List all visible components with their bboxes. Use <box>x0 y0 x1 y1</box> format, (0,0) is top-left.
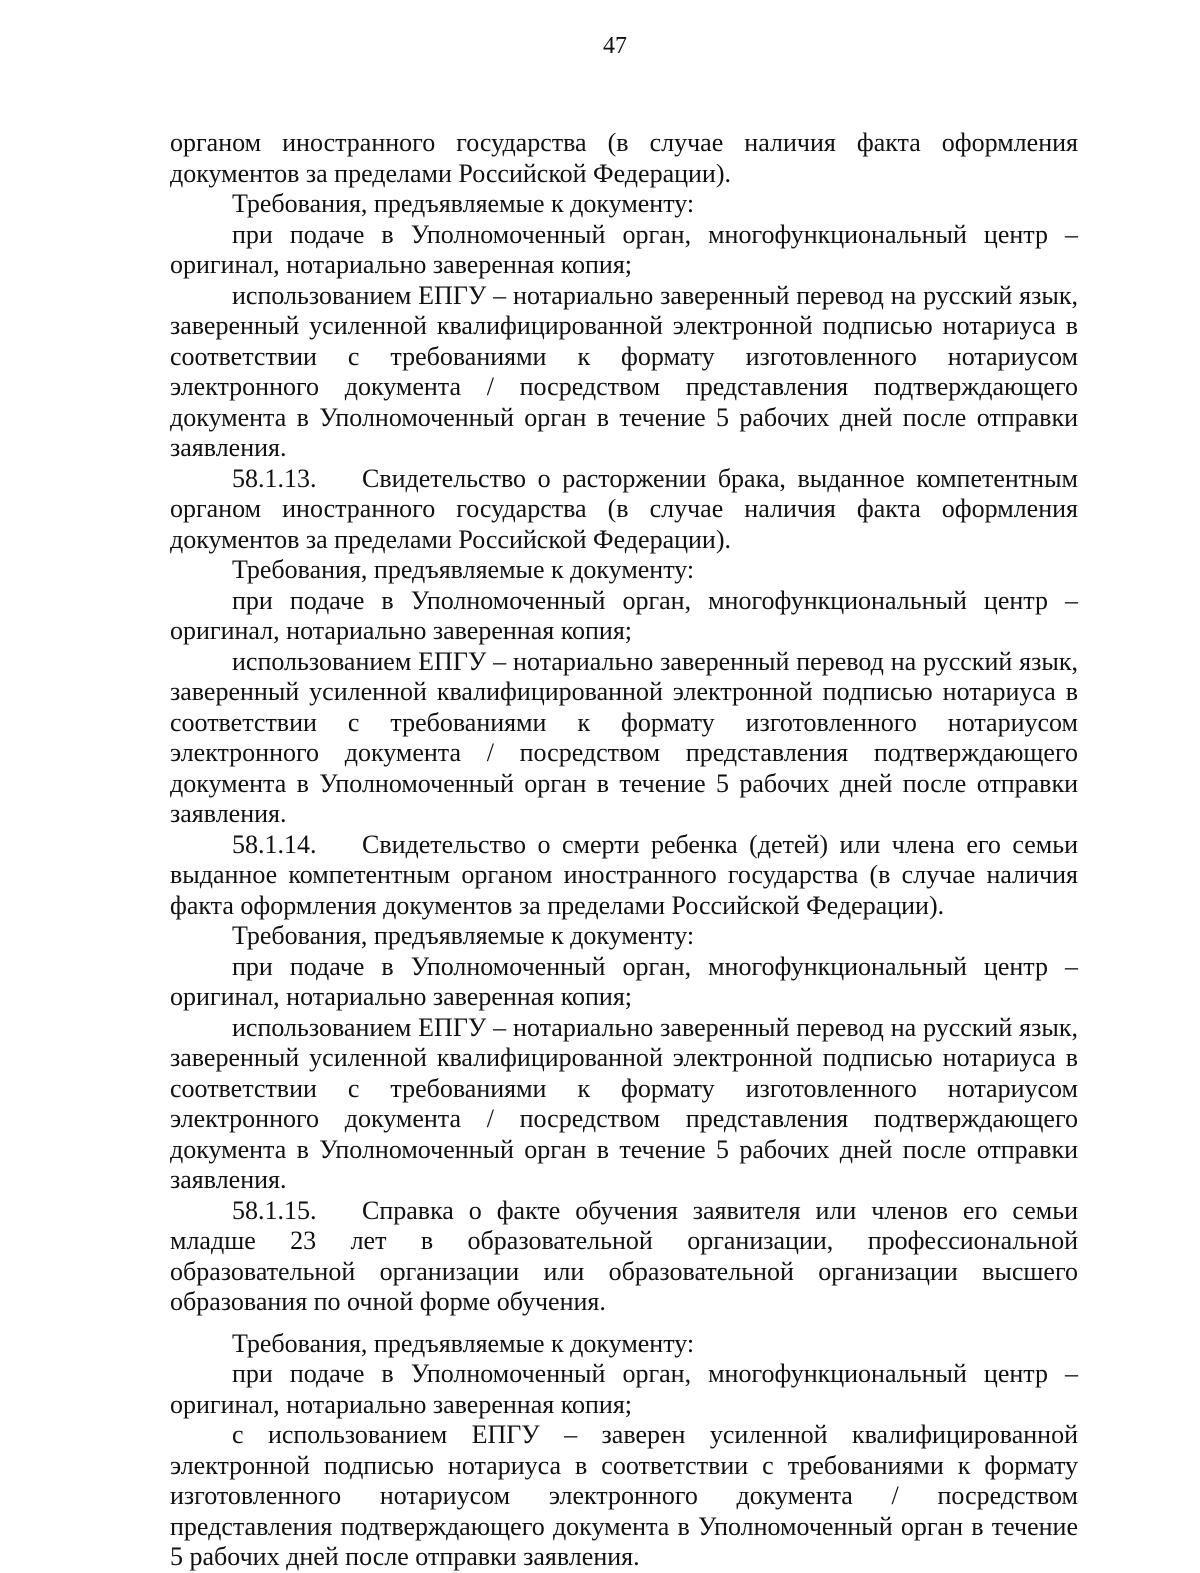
paragraph <box>170 555 1078 586</box>
paragraph <box>170 220 1078 281</box>
page-number: 47 <box>603 33 627 59</box>
paragraph <box>170 921 1078 952</box>
paragraph <box>170 586 1078 647</box>
paragraph-text: при подаче в Уполномоченный орган, многофункциональный центр – оригинал, нотариально заверенная копия; <box>170 1359 1078 1419</box>
paragraph-text: использованием ЕПГУ – нотариально заверенный перевод на русский язык, заверенный усиленной квалифицированной электронной подписью нотариуса в соответствии с требованиями к формату изготовленного нотариусом электронного документа / посредством представления подтверждающего документа в Уполномоченный орган в течение 5 рабочих дней после отправки заявления. <box>170 280 1078 462</box>
clause-text: Свидетельство о смерти ребенка (детей) или члена его семьи выданное компетентным органом иностранного государства (в случае наличия факта оформления документов за пределами Российской Федерации). <box>170 829 1078 920</box>
paragraph-text: с использованием ЕПГУ – заверен усиленной квалифицированной электронной подписью нотариуса в соответствии с требованиями к формату изготовленного нотариусом электронного документа / посредством представления подтверждающего документа в Уполномоченный орган в течение 5 рабочих дней после отправки заявления. <box>170 1420 1078 1571</box>
paragraph-text: использованием ЕПГУ – нотариально заверенный перевод на русский язык, заверенный усиленной квалифицированной электронной подписью нотариуса в соответствии с требованиями к формату изготовленного нотариусом электронного документа / посредством представления подтверждающего документа в Уполномоченный орган в течение 5 рабочих дней после отправки заявления. <box>170 1012 1078 1194</box>
numbered-clause <box>170 1196 1078 1318</box>
clause-number: 58.1.13. <box>232 463 317 493</box>
clause-text: Справка о факте обучения заявителя или членов его семьи младше 23 лет в образовательной организации, профессиональной образовательной организации или образовательной организации высшего образования по очной форме обучения. <box>170 1195 1078 1316</box>
paragraph-text: при подаче в Уполномоченный орган, многофункциональный центр – оригинал, нотариально заверенная копия; <box>170 219 1078 279</box>
clause-number: 58.1.15. <box>232 1195 317 1225</box>
paragraph <box>170 281 1078 464</box>
numbered-clause <box>170 830 1078 922</box>
document-body <box>170 128 1078 1573</box>
paragraph-text: Требования, предъявляемые к документу: <box>232 189 695 218</box>
paragraph <box>170 1329 1078 1360</box>
paragraph <box>170 189 1078 220</box>
paragraph <box>170 1013 1078 1196</box>
clause-text: Свидетельство о расторжении брака, выданное компетентным органом иностранного государства (в случае наличия факта оформления документов за пределами Российской Федерации). <box>170 463 1078 554</box>
paragraph <box>170 1420 1078 1573</box>
clause-number: 58.1.14. <box>232 829 317 859</box>
paragraph-text: использованием ЕПГУ – нотариально заверенный перевод на русский язык, заверенный усиленной квалифицированной электронной подписью нотариуса в соответствии с требованиями к формату изготовленного нотариусом электронного документа / посредством представления подтверждающего документа в Уполномоченный орган в течение 5 рабочих дней после отправки заявления. <box>170 646 1078 828</box>
paragraph-text: при подаче в Уполномоченный орган, многофункциональный центр – оригинал, нотариально заверенная копия; <box>170 951 1078 1011</box>
paragraph-text: Требования, предъявляемые к документу: <box>232 921 695 950</box>
paragraph-text: Требования, предъявляемые к документу: <box>232 555 695 584</box>
paragraph-text: органом иностранного государства (в случае наличия факта оформления документов за пределами Российской Федерации). <box>170 128 1078 188</box>
paragraph <box>170 952 1078 1013</box>
paragraph <box>170 128 1078 189</box>
numbered-clause <box>170 464 1078 556</box>
paragraph-text: при подаче в Уполномоченный орган, многофункциональный центр – оригинал, нотариально заверенная копия; <box>170 585 1078 645</box>
paragraph <box>170 647 1078 830</box>
paragraph <box>170 1359 1078 1420</box>
paragraph-text: Требования, предъявляемые к документу: <box>232 1328 695 1358</box>
